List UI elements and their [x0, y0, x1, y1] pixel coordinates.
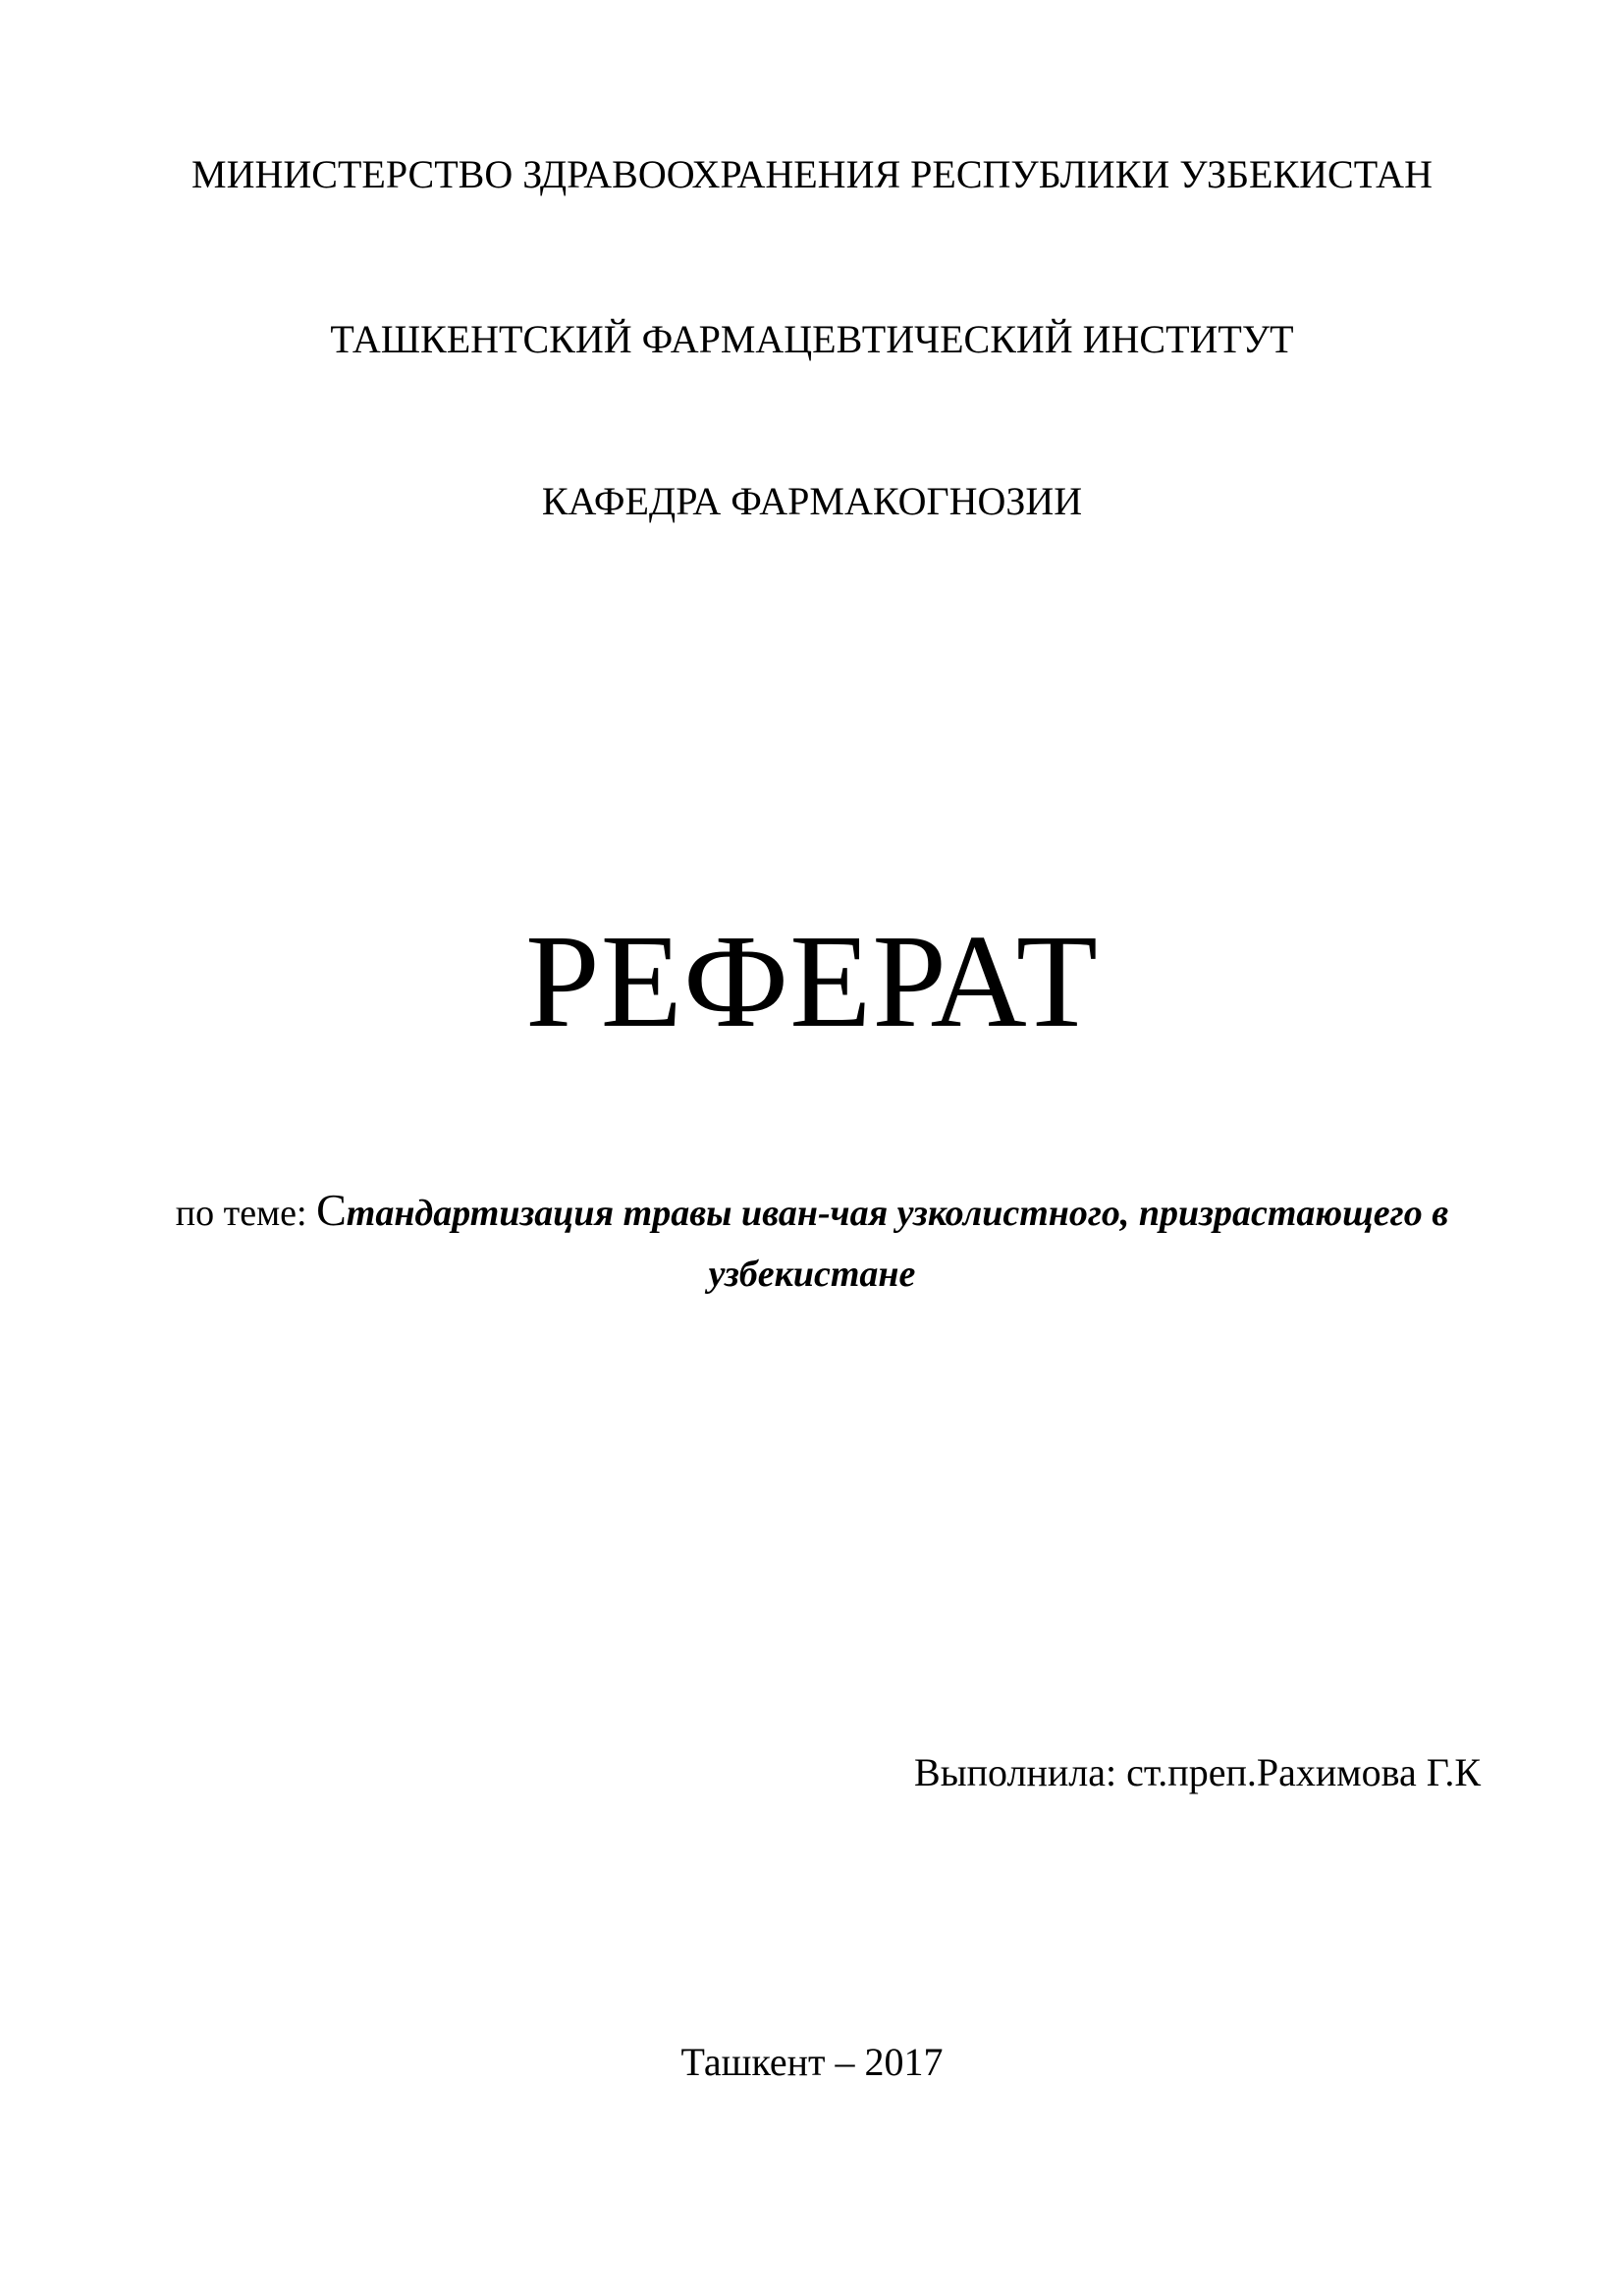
topic-title: тандартизация травы иван-чая узколистного, призрастающего в узбекистане: [346, 1193, 1449, 1295]
author-line: Выполнила: ст.преп.Рахимова Г.К: [914, 1750, 1481, 1794]
topic-prefix: по теме:: [175, 1193, 317, 1234]
topic-block: [137, 1180, 1487, 1305]
ministry-heading: МИНИСТЕРСТВО ЗДРАВООХРАНЕНИЯ РЕСПУБЛИКИ УЗБЕКИСТАН: [191, 152, 1433, 196]
department-heading: КАФЕДРА ФАРМАКОГНОЗИИ: [541, 479, 1083, 523]
institute-heading: ТАШКЕНТСКИЙ ФАРМАЦЕВТИЧЕСКИЙ ИНСТИТУТ: [330, 317, 1294, 361]
topic-first-letter: С: [316, 1185, 347, 1235]
city-year: Ташкент – 2017: [680, 2040, 944, 2084]
document-type-title: РЕФЕРАТ: [525, 908, 1099, 1055]
